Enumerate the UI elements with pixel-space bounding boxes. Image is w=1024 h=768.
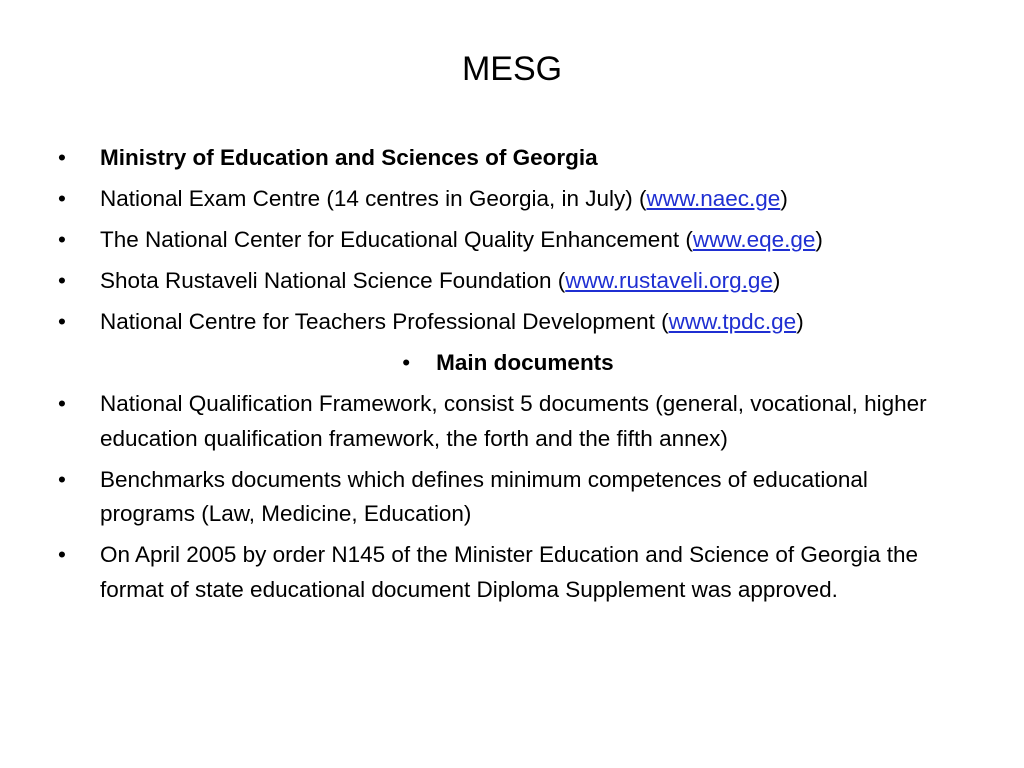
naec-link[interactable]: www.naec.ge: [646, 186, 781, 211]
list-item: [58, 305, 958, 340]
slide-title: MESG: [461, 50, 563, 88]
bullet-icon: •: [58, 542, 66, 567]
rustaveli-link[interactable]: www.rustaveli.org.ge: [565, 268, 773, 293]
bullet-icon: •: [58, 466, 66, 492]
item-text: National Centre for Teachers Professional Development (: [100, 309, 669, 334]
list-item: [58, 182, 958, 217]
list-item: [58, 387, 958, 456]
item-text-suffix: ): [780, 186, 788, 211]
list-item: [58, 264, 958, 299]
list-item: [58, 538, 958, 607]
bullet-icon: •: [58, 145, 66, 170]
list-item: [58, 346, 958, 381]
list-item: [58, 141, 958, 176]
ministry-heading: Ministry of Education and Sciences of Georgia: [100, 145, 598, 170]
item-text: On April 2005 by order N145 of the Minister Education and Science of Georgia the format of state educational document Diploma Supplement was approved.: [100, 542, 918, 602]
item-text: National Qualification Framework, consist 5 documents (general, vocational, higher education qualification framework, the forth and the fifth annex): [100, 391, 927, 451]
bullet-icon: •: [402, 350, 411, 375]
item-text: National Exam Centre (14 centres in Georgia, in July) (: [100, 186, 647, 211]
bullet-list: [58, 141, 958, 614]
bullet-icon: •: [58, 309, 66, 334]
item-text-suffix: ): [815, 227, 823, 252]
tpdc-link[interactable]: www.tpdc.ge: [668, 309, 797, 334]
item-text-suffix: ): [796, 309, 804, 334]
main-documents-heading: Main documents: [436, 350, 614, 375]
bullet-icon: •: [58, 268, 66, 293]
item-text: Benchmarks documents which defines minimum competences of educational programs (Law, Medicine, Education): [100, 466, 868, 526]
eqe-link[interactable]: www.eqe.ge: [692, 227, 816, 252]
bullet-icon: •: [58, 391, 66, 416]
item-text-suffix: ): [772, 268, 781, 293]
bullet-icon: •: [58, 186, 66, 211]
list-item: [58, 223, 958, 258]
item-text: The National Center for Educational Quality Enhancement (: [100, 227, 693, 252]
bullet-icon: •: [58, 227, 66, 252]
list-item: [58, 463, 958, 532]
item-text: Shota Rustaveli National Science Foundation (: [100, 268, 566, 293]
